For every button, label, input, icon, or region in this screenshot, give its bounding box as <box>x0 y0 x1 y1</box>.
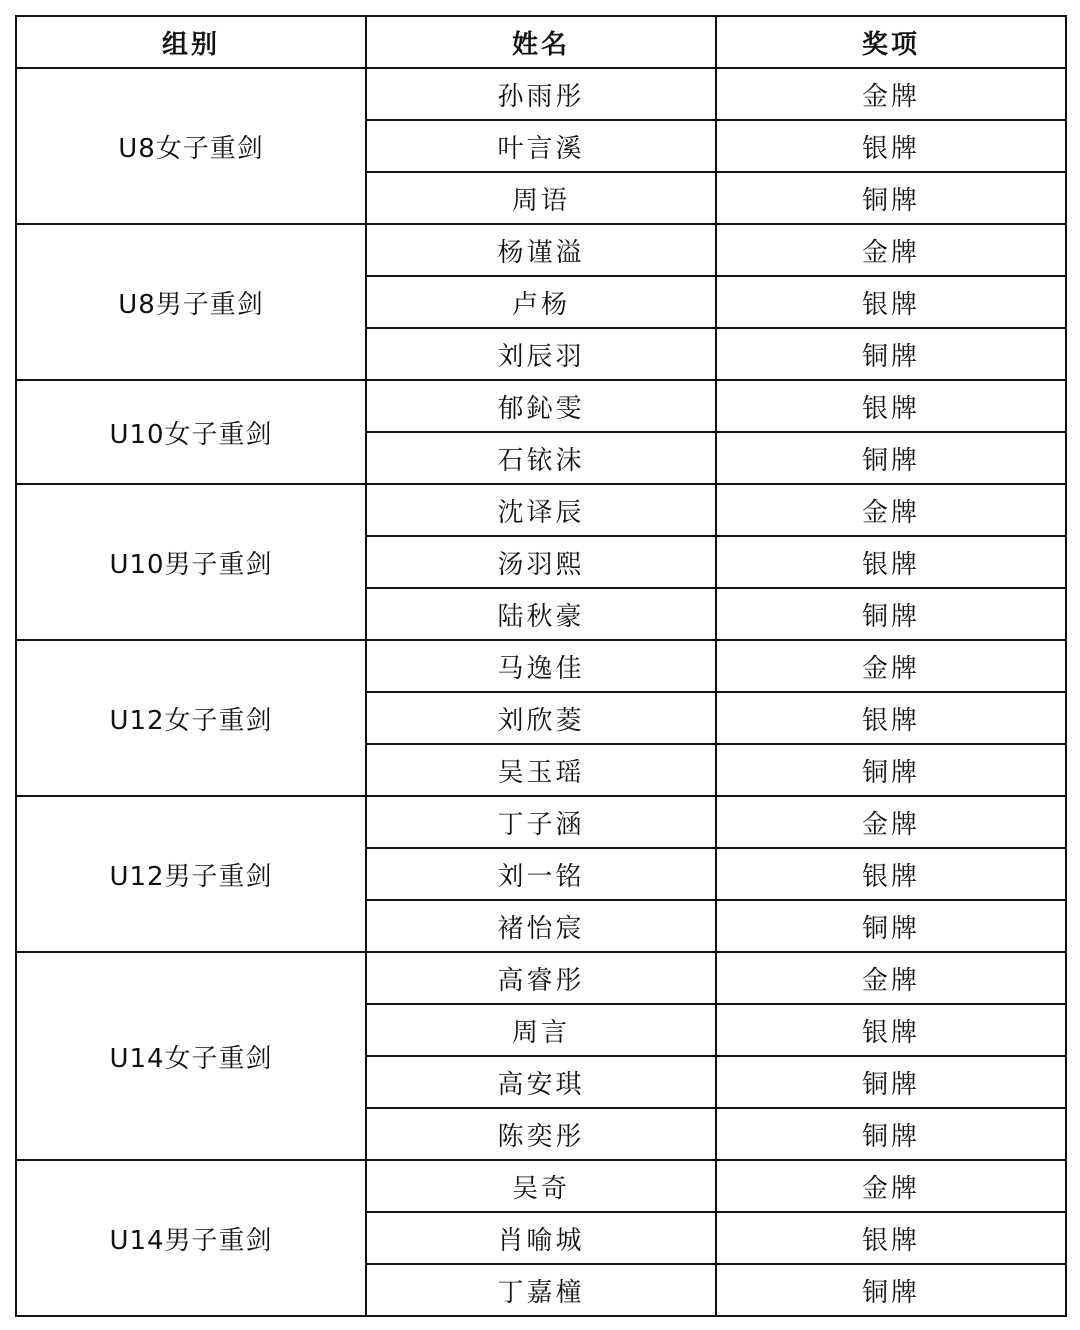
athlete-name-cell: 丁子涵 <box>366 796 716 848</box>
table-row <box>16 68 1066 120</box>
athlete-name-cell: 高安琪 <box>366 1056 716 1108</box>
athlete-name-cell: 刘辰羽 <box>366 328 716 380</box>
athlete-name-cell: 郁鈊雯 <box>366 380 716 432</box>
athlete-name-cell: 吴玉瑶 <box>366 744 716 796</box>
award-cell: 金牌 <box>716 484 1066 536</box>
table-body <box>16 68 1066 1316</box>
award-cell: 铜牌 <box>716 744 1066 796</box>
results-table <box>15 15 1067 1317</box>
award-cell: 银牌 <box>716 536 1066 588</box>
table-row <box>16 484 1066 536</box>
award-cell: 银牌 <box>716 120 1066 172</box>
group-cell: U8男子重剑 <box>16 224 366 380</box>
table-row <box>16 224 1066 276</box>
award-cell: 金牌 <box>716 952 1066 1004</box>
award-cell: 铜牌 <box>716 172 1066 224</box>
table-header <box>16 16 1066 68</box>
athlete-name-cell: 汤羽熙 <box>366 536 716 588</box>
athlete-name-cell: 沈译辰 <box>366 484 716 536</box>
athlete-name-cell: 刘欣菱 <box>366 692 716 744</box>
award-cell: 金牌 <box>716 796 1066 848</box>
table-row <box>16 640 1066 692</box>
award-cell: 金牌 <box>716 68 1066 120</box>
award-cell: 铜牌 <box>716 1264 1066 1316</box>
athlete-name-cell: 卢杨 <box>366 276 716 328</box>
athlete-name-cell: 陆秋豪 <box>366 588 716 640</box>
award-cell: 金牌 <box>716 640 1066 692</box>
award-cell: 铜牌 <box>716 1108 1066 1160</box>
athlete-name-cell: 吴奇 <box>366 1160 716 1212</box>
table-row <box>16 796 1066 848</box>
athlete-name-cell: 丁嘉橦 <box>366 1264 716 1316</box>
group-cell: U8女子重剑 <box>16 68 366 224</box>
athlete-name-cell: 肖喻城 <box>366 1212 716 1264</box>
group-cell: U14男子重剑 <box>16 1160 366 1316</box>
athlete-name-cell: 刘一铭 <box>366 848 716 900</box>
award-cell: 银牌 <box>716 1004 1066 1056</box>
athlete-name-cell: 周语 <box>366 172 716 224</box>
award-cell: 银牌 <box>716 848 1066 900</box>
header-row <box>16 16 1066 68</box>
header-name: 姓名 <box>366 16 716 68</box>
athlete-name-cell: 杨谨溢 <box>366 224 716 276</box>
athlete-name-cell: 周言 <box>366 1004 716 1056</box>
table-row <box>16 952 1066 1004</box>
athlete-name-cell: 马逸佳 <box>366 640 716 692</box>
table-row <box>16 380 1066 432</box>
athlete-name-cell: 陈奕彤 <box>366 1108 716 1160</box>
award-cell: 金牌 <box>716 224 1066 276</box>
award-cell: 铜牌 <box>716 432 1066 484</box>
award-cell: 金牌 <box>716 1160 1066 1212</box>
athlete-name-cell: 孙雨彤 <box>366 68 716 120</box>
award-cell: 铜牌 <box>716 1056 1066 1108</box>
group-cell: U10男子重剑 <box>16 484 366 640</box>
athlete-name-cell: 高睿彤 <box>366 952 716 1004</box>
athlete-name-cell: 叶言溪 <box>366 120 716 172</box>
header-group: 组别 <box>16 16 366 68</box>
athlete-name-cell: 石铱沫 <box>366 432 716 484</box>
award-cell: 银牌 <box>716 692 1066 744</box>
award-cell: 铜牌 <box>716 588 1066 640</box>
award-cell: 铜牌 <box>716 328 1066 380</box>
group-cell: U14女子重剑 <box>16 952 366 1160</box>
group-cell: U12男子重剑 <box>16 796 366 952</box>
award-cell: 银牌 <box>716 276 1066 328</box>
athlete-name-cell: 褚怡宸 <box>366 900 716 952</box>
table-row <box>16 1160 1066 1212</box>
award-cell: 银牌 <box>716 380 1066 432</box>
award-cell: 银牌 <box>716 1212 1066 1264</box>
header-award: 奖项 <box>716 16 1066 68</box>
group-cell: U10女子重剑 <box>16 380 366 484</box>
award-cell: 铜牌 <box>716 900 1066 952</box>
group-cell: U12女子重剑 <box>16 640 366 796</box>
